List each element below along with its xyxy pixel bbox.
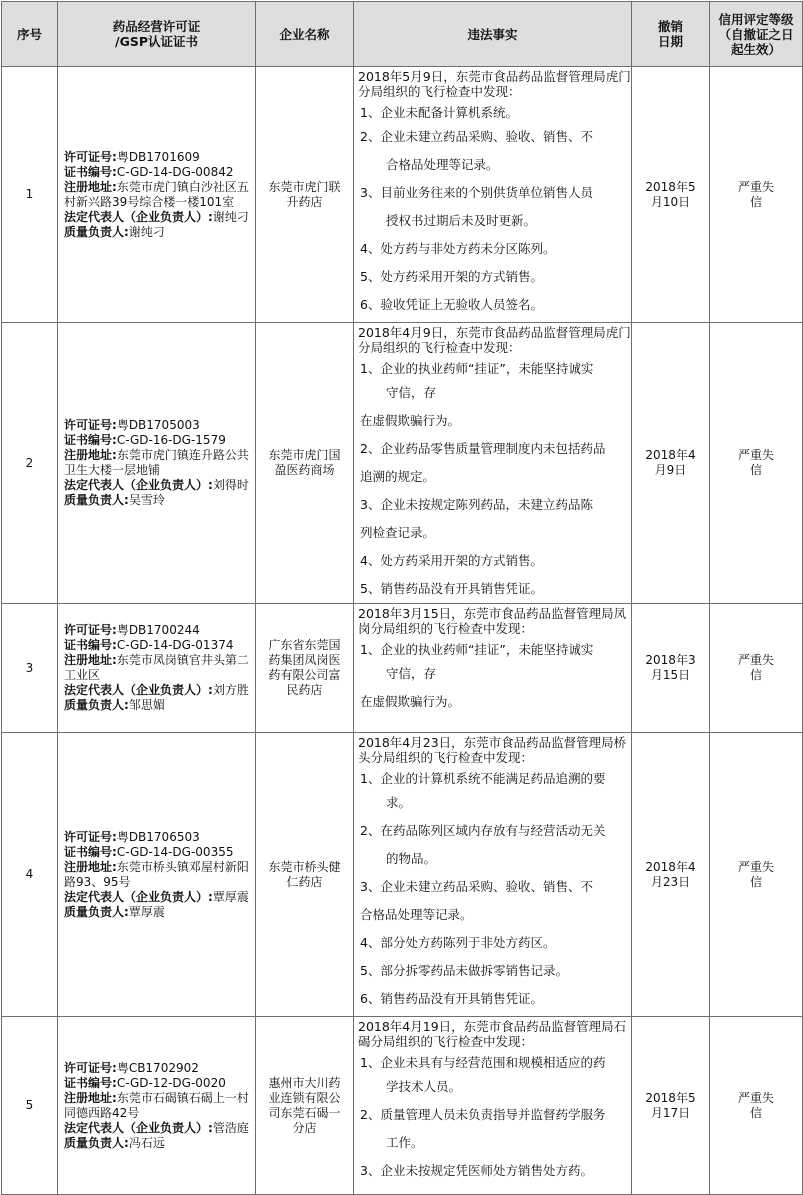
- fact-line: 3、企业未按规定陈列药品，未建立药品陈: [360, 497, 593, 512]
- license-number-label: 许可证号:: [64, 1060, 117, 1075]
- cert-number-label: 证书编号:: [64, 844, 117, 859]
- fact-line: 2、质量管理人员未负责指导并监督药学服务: [360, 1107, 606, 1122]
- violation-facts: [354, 323, 632, 604]
- registered-address-label: 注册地址:: [64, 179, 117, 194]
- facts-intro: 2018年3月15日，东莞市食品药品监督管理局凤岗分局组织的飞行检查中发现：: [358, 606, 627, 636]
- fact-line: 1、企业的执业药师“挂证”，未能坚持诚实: [360, 642, 594, 657]
- legal-representative-line: [64, 683, 251, 698]
- registered-address-label: 注册地址:: [64, 448, 117, 462]
- table-row: [2, 323, 803, 604]
- fact-line: 的物品。: [386, 851, 437, 866]
- revoke-date: 2018年3月15日: [632, 604, 710, 733]
- credit-rating: 严重失信: [710, 604, 803, 733]
- credit-rating: 严重失信: [710, 733, 803, 1017]
- fact-line: 5、销售药品没有开具销售凭证。: [360, 581, 543, 596]
- license-number-label: 许可证号:: [64, 623, 117, 637]
- fact-line: 3、企业未建立药品采购、验收、销售、不: [360, 879, 593, 894]
- license-number-label: 许可证号:: [64, 149, 117, 164]
- fact-line: 3、目前业务往来的个别供货单位销售人员: [360, 185, 593, 200]
- row-seq: 2: [2, 323, 58, 604]
- fact-line: 守信，存: [386, 666, 437, 681]
- header-license: [58, 2, 256, 67]
- violation-facts: [354, 604, 632, 733]
- fact-line: 在虚假欺骗行为。: [360, 694, 461, 709]
- quality-manager-line: [64, 698, 251, 713]
- license-info: [58, 604, 256, 733]
- fact-line: 2、企业药品零售质量管理制度内未包括药品: [360, 441, 606, 456]
- legal-representative-label: 法定代表人（企业负责人）:: [64, 889, 213, 904]
- violation-facts: [354, 67, 632, 323]
- fact-line: 学技术人员。: [386, 1079, 462, 1094]
- legal-representative-line: [64, 210, 251, 225]
- company-name: 东莞市虎门国盈医药商场: [256, 323, 354, 604]
- registered-address-value: 东莞市虎门镇连升路公共卫生大楼一层地铺: [64, 448, 249, 477]
- fact-line: 1、企业的执业药师“挂证”，未能坚持诚实: [360, 361, 594, 376]
- quality-manager-value: 吴雪玲: [128, 493, 165, 507]
- registered-address-line: [64, 860, 251, 890]
- fact-line: 列检查记录。: [360, 525, 436, 540]
- quality-manager-value: 邹思媚: [128, 698, 165, 712]
- quality-manager-line: [64, 905, 251, 920]
- fact-line: 5、部分拆零药品未做拆零销售记录。: [360, 963, 568, 978]
- row-seq: 5: [2, 1017, 58, 1195]
- fact-line: 2、企业未建立药品采购、验收、销售、不: [360, 129, 593, 144]
- fact-line: 4、处方药与非处方药未分区陈列。: [360, 241, 556, 256]
- legal-representative-line: [64, 890, 251, 905]
- fact-line: 合格品处理等记录。: [360, 907, 473, 922]
- license-info: [58, 67, 256, 323]
- registered-address-label: 注册地址:: [64, 859, 117, 874]
- table-header-row: [2, 2, 803, 67]
- fact-line: 求。: [386, 795, 412, 810]
- cert-number-line: [64, 433, 251, 448]
- credit-rating: 严重失信: [710, 67, 803, 323]
- company-name: 惠州市大川药业连锁有限公司东莞石碣一分店: [256, 1017, 354, 1195]
- legal-representative-value: 覃厚震: [212, 889, 249, 904]
- license-number-value: 粤DB1700244: [116, 623, 200, 637]
- registered-address-label: 注册地址:: [64, 1090, 117, 1105]
- cert-number-value: C-GD-14-DG-01374: [116, 638, 234, 652]
- registered-address-line: [64, 448, 251, 478]
- license-number-value: 粤DB1706503: [116, 829, 200, 844]
- license-number-label: 许可证号:: [64, 418, 117, 432]
- fact-line: 追溯的规定。: [360, 469, 436, 484]
- cert-number-line: [64, 845, 251, 860]
- header-revoke-line1: 撤销: [657, 19, 683, 34]
- license-info: [58, 733, 256, 1017]
- license-number-line: [64, 418, 251, 433]
- legal-representative-value: 谢纯刁: [212, 209, 249, 224]
- quality-manager-value: 谢纯刁: [128, 224, 165, 239]
- registered-address-line: [64, 653, 251, 683]
- legal-representative-line: [64, 1121, 251, 1136]
- cert-number-line: [64, 638, 251, 653]
- revoke-date: 2018年4月9日: [632, 323, 710, 604]
- fact-line: 6、验收凭证上无验收人员签名。: [360, 297, 543, 312]
- violation-facts: [354, 733, 632, 1017]
- facts-intro: 2018年5月9日，东莞市食品药品监督管理局虎门分局组织的飞行检查中发现：: [358, 69, 631, 99]
- cert-number-label: 证书编号:: [64, 1075, 117, 1090]
- cert-number-label: 证书编号:: [64, 164, 117, 179]
- fact-line: 4、部分处方药陈列于非处方药区。: [360, 935, 556, 950]
- header-revoke-date: [632, 2, 710, 67]
- license-info: [58, 323, 256, 604]
- header-company: 企业名称: [256, 2, 354, 67]
- registered-address-value: 东莞市桥头镇邓屋村新阳路93、95号: [64, 859, 249, 889]
- table-row: [2, 604, 803, 733]
- legal-representative-label: 法定代表人（企业负责人）:: [64, 1120, 213, 1135]
- legal-representative-label: 法定代表人（企业负责人）:: [64, 683, 213, 697]
- fact-line: 1、企业的计算机系统不能满足药品追溯的要: [360, 771, 606, 786]
- header-revoke-line2: 日期: [657, 34, 683, 49]
- fact-line: 授权书过期后未及时更新。: [386, 213, 537, 228]
- legal-representative-label: 法定代表人（企业负责人）:: [64, 478, 213, 492]
- legal-representative-label: 法定代表人（企业负责人）:: [64, 209, 213, 224]
- license-number-label: 许可证号:: [64, 829, 117, 844]
- table-row: [2, 67, 803, 323]
- fact-line: 1、企业未配备计算机系统。: [360, 105, 518, 120]
- fact-line: 3、企业未按规定凭医师处方销售处方药。: [360, 1163, 593, 1178]
- registered-address-value: 东莞市凤岗镇官井头第二工业区: [64, 653, 249, 682]
- quality-manager-label: 质量负责人:: [64, 224, 129, 239]
- quality-manager-line: [64, 493, 251, 508]
- cert-number-value: C-GD-16-DG-1579: [116, 433, 226, 447]
- registered-address-value: 东莞市石碣镇石碣上一村同德西路42号: [64, 1090, 249, 1120]
- legal-representative-value: 刘方胜: [212, 683, 249, 697]
- fact-line: 4、处方药采用开架的方式销售。: [360, 553, 543, 568]
- cert-number-value: C-GD-14-DG-00842: [116, 164, 234, 179]
- company-name: 东莞市桥头健仁药店: [256, 733, 354, 1017]
- quality-manager-line: [64, 1136, 251, 1151]
- registered-address-line: [64, 180, 251, 210]
- facts-intro: 2018年4月19日，东莞市食品药品监督管理局石碣分局组织的飞行检查中发现：: [358, 1019, 627, 1049]
- fact-line: 合格品处理等记录。: [386, 157, 499, 172]
- penalty-table: [1, 1, 803, 1195]
- row-seq: 3: [2, 604, 58, 733]
- license-number-line: [64, 830, 251, 845]
- legal-representative-line: [64, 478, 251, 493]
- revoke-date: 2018年5月10日: [632, 67, 710, 323]
- header-license-line1: 药品经营许可证: [112, 19, 201, 34]
- quality-manager-label: 质量负责人:: [64, 1135, 129, 1150]
- cert-number-value: C-GD-14-DG-00355: [116, 844, 234, 859]
- company-name: 东莞市虎门联升药店: [256, 67, 354, 323]
- legal-representative-value: 刘得时: [212, 478, 249, 492]
- fact-line: 2、在药品陈列区域内存放有与经营活动无关: [360, 823, 606, 838]
- registered-address-line: [64, 1091, 251, 1121]
- quality-manager-line: [64, 225, 251, 240]
- fact-line: 工作。: [386, 1135, 424, 1150]
- license-number-value: 粤DB1705003: [116, 418, 200, 432]
- legal-representative-value: 管浩庭: [212, 1120, 249, 1135]
- row-seq: 1: [2, 67, 58, 323]
- cert-number-label: 证书编号:: [64, 638, 117, 652]
- quality-manager-label: 质量负责人:: [64, 493, 129, 507]
- table-row: [2, 1017, 803, 1195]
- cert-number-line: [64, 1076, 251, 1091]
- facts-intro: 2018年4月23日，东莞市食品药品监督管理局桥头分局组织的飞行检查中发现：: [358, 735, 627, 765]
- license-number-line: [64, 1061, 251, 1076]
- quality-manager-label: 质量负责人:: [64, 698, 129, 712]
- quality-manager-value: 冯石远: [128, 1135, 165, 1150]
- quality-manager-value: 覃厚震: [128, 904, 165, 919]
- revoke-date: 2018年4月23日: [632, 733, 710, 1017]
- facts-intro: 2018年4月9日，东莞市食品药品监督管理局虎门分局组织的飞行检查中发现：: [358, 325, 631, 355]
- violation-facts: [354, 1017, 632, 1195]
- row-seq: 4: [2, 733, 58, 1017]
- fact-line: 1、企业未具有与经营范围和规模相适应的药: [360, 1055, 606, 1070]
- header-license-line2: /GSP认证证书: [115, 34, 198, 49]
- license-number-line: [64, 150, 251, 165]
- quality-manager-label: 质量负责人:: [64, 904, 129, 919]
- cert-number-line: [64, 165, 251, 180]
- license-number-value: 粤CB1702902: [116, 1060, 199, 1075]
- company-name: 广东省东莞国药集团凤岗医药有限公司富民药店: [256, 604, 354, 733]
- credit-rating: 严重失信: [710, 323, 803, 604]
- table-row: [2, 733, 803, 1017]
- fact-line: 在虚假欺骗行为。: [360, 413, 461, 428]
- registered-address-label: 注册地址:: [64, 653, 117, 667]
- header-credit: 信用评定等级（自撤证之日起生效）: [710, 2, 803, 67]
- license-info: [58, 1017, 256, 1195]
- header-seq: 序号: [2, 2, 58, 67]
- registered-address-value: 东莞市虎门镇白沙社区五村新兴路39号综合楼一楼101室: [64, 179, 249, 209]
- cert-number-value: C-GD-12-DG-0020: [116, 1075, 226, 1090]
- fact-line: 守信，存: [386, 385, 437, 400]
- cert-number-label: 证书编号:: [64, 433, 117, 447]
- revoke-date: 2018年5月17日: [632, 1017, 710, 1195]
- header-facts: 违法事实: [354, 2, 632, 67]
- license-number-line: [64, 623, 251, 638]
- fact-line: 5、处方药采用开架的方式销售。: [360, 269, 543, 284]
- license-number-value: 粤DB1701609: [116, 149, 200, 164]
- credit-rating: 严重失信: [710, 1017, 803, 1195]
- fact-line: 6、销售药品没有开具销售凭证。: [360, 991, 543, 1006]
